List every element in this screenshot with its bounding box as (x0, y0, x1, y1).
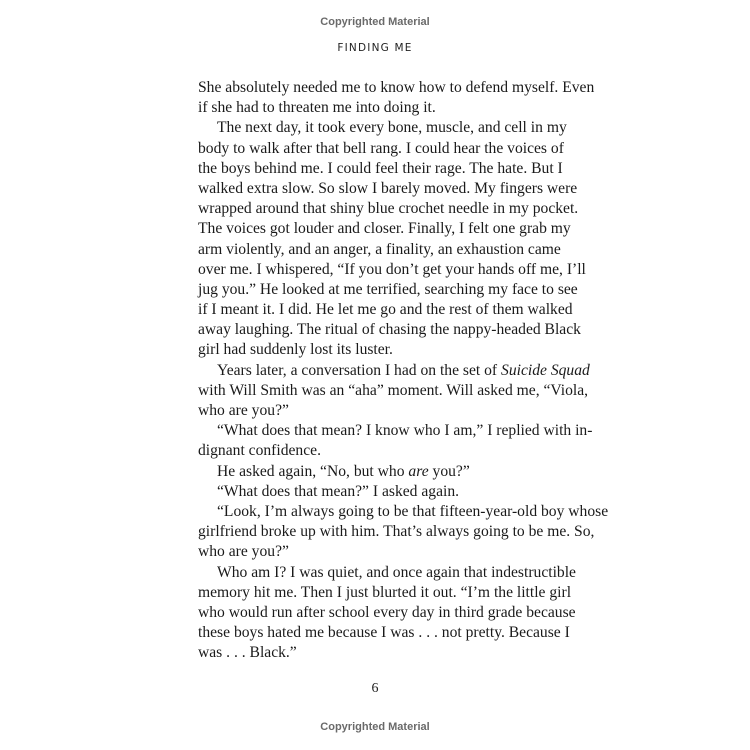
text-line: dignant confidence. (198, 442, 321, 460)
paragraph (198, 78, 595, 118)
italic-text: Suicide Squad (501, 361, 590, 379)
text-line: if she had to threaten me into doing it. (198, 99, 436, 117)
text-line: The voices got louder and closer. Finally, I felt one grab my (198, 220, 571, 238)
text-line: walked extra slow. So slow I barely moved. My fingers were (198, 179, 578, 197)
text-line: the boys behind me. I could feel their rage. The hate. But I (198, 159, 563, 177)
text-line: if I meant it. I did. He let me go and the rest of them walked (198, 301, 573, 319)
text-line (198, 361, 590, 381)
paragraph (198, 502, 609, 563)
text-line: Who am I? I was quiet, and once again that indestructible (217, 563, 576, 581)
paragraph (198, 421, 593, 461)
text-line: wrapped around that shiny blue crochet needle in my pocket. (198, 200, 579, 218)
page-number: 6 (371, 681, 379, 696)
text-line: arm violently, and an anger, a finality, an exhaustion came (198, 240, 561, 258)
text-line: over me. I whispered, “If you don’t get your hands off me, I’ll (198, 260, 586, 278)
text-line: “What does that mean?” I asked again. (217, 482, 460, 500)
text-line: away laughing. The ritual of chasing the nappy-headed Black (198, 321, 581, 339)
italic-text: are (408, 462, 429, 480)
running-head: FINDING ME (337, 42, 413, 54)
text-line: who are you?” (198, 543, 289, 561)
text-line: “What does that mean? I know who I am,” I replied with in- (217, 422, 593, 440)
text-segment: Years later, a conversation I had on the set of (217, 361, 502, 379)
body-text (198, 78, 609, 663)
paragraph (198, 462, 540, 482)
paragraph (198, 482, 540, 502)
text-line: was . . . Black.” (198, 644, 297, 662)
text-line: The next day, it took every bone, muscle, and cell in my (217, 119, 567, 137)
text-line (198, 462, 540, 482)
copyright-footer: Copyrighted Material (320, 721, 430, 733)
text-line: who would run after school every day in third grade because (198, 603, 576, 621)
text-line: girl had suddenly lost its luster. (198, 341, 393, 359)
paragraph (198, 361, 590, 422)
paragraph (198, 563, 576, 664)
text-line: girlfriend broke up with him. That’s always going to be me. So, (198, 523, 595, 541)
paragraph (198, 118, 586, 360)
text-segment: you?” (428, 462, 470, 480)
text-segment: He asked again, “No, but who (217, 462, 409, 480)
text-line: jug you.” He looked at me terrified, searching my face to see (198, 280, 578, 298)
copyright-header: Copyrighted Material (320, 16, 430, 28)
text-line: “Look, I’m always going to be that fifteen-year-old boy whose (217, 502, 609, 520)
text-line: these boys hated me because I was . . . not pretty. Because I (198, 624, 570, 642)
text-line: memory hit me. Then I just blurted it out. “I’m the little girl (198, 583, 572, 601)
text-line: She absolutely needed me to know how to defend myself. Even (198, 79, 595, 96)
text-line: with Will Smith was an “aha” moment. Will asked me, “Viola, (198, 381, 589, 399)
text-line: body to walk after that bell rang. I could hear the voices of (198, 139, 564, 157)
text-line: who are you?” (198, 402, 289, 419)
